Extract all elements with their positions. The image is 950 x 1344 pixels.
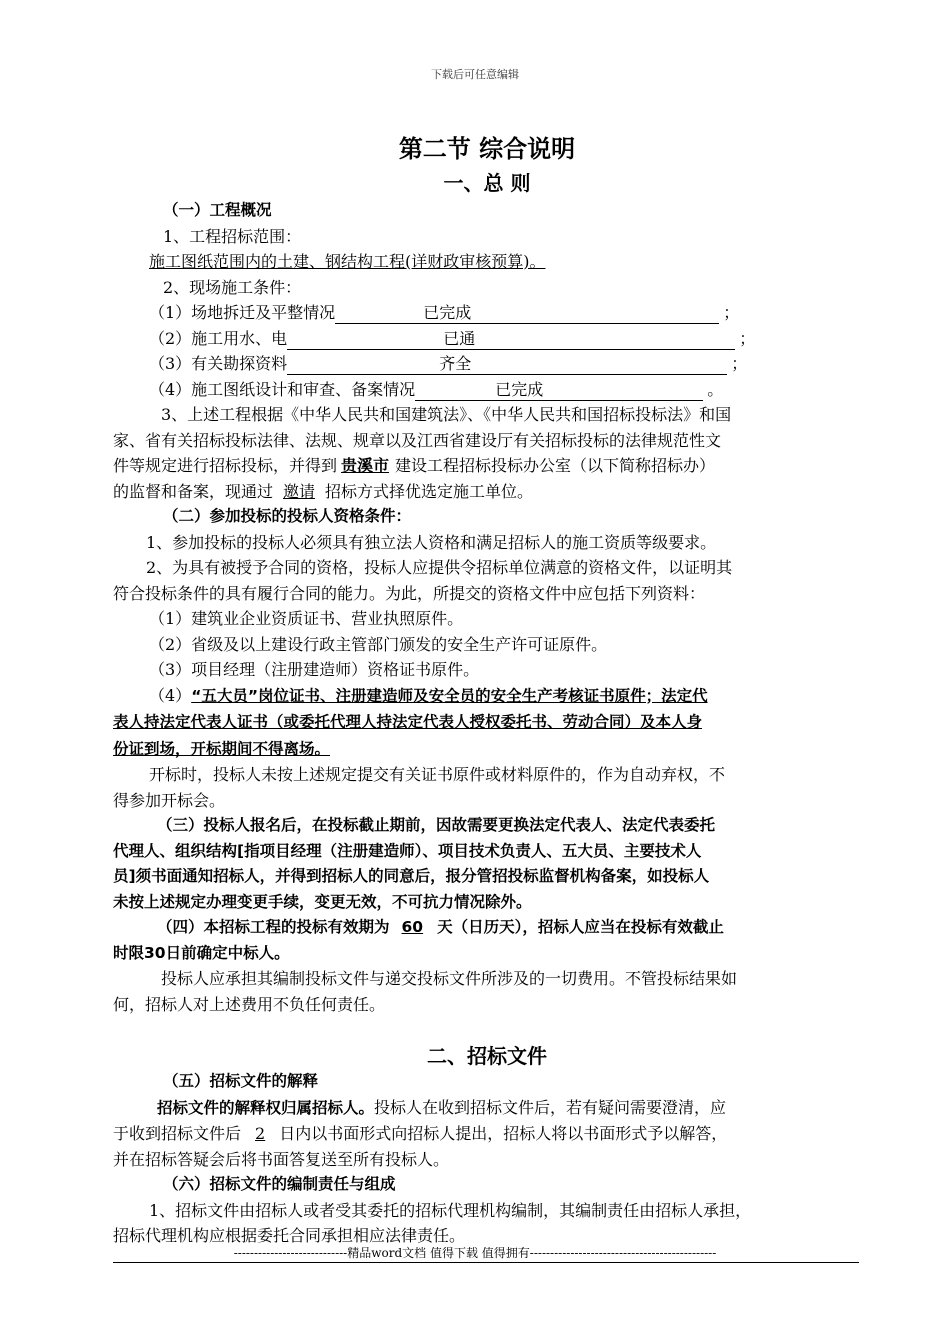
condition-row (113, 300, 861, 326)
site-conditions-label: 2、现场施工条件： (163, 277, 302, 297)
bold-paragraph-line: 代理人、组织结构[指项目经理（注册建造师）、项目技术负责人、五大员、主要技术人 (113, 841, 702, 860)
condition-value: 已通 (287, 329, 735, 350)
paragraph-line: 3、上述工程根据《中华人民共和国建筑法》、《中华人民共和国招标投标法》和国 (161, 405, 732, 424)
heading-general: 一、总 则 (443, 171, 531, 195)
paragraph-line (113, 1095, 861, 1122)
condition-label: （4）施工图纸设计和审查、备案情况 (149, 379, 416, 399)
scope-label: 1、工程招标范围： (163, 226, 302, 246)
subheading-project-overview: （一）工程概况 (163, 201, 272, 219)
bold-paragraph-line: 员]须书面通知招标人，并得到招标人的同意后，报分管招投标监督机构备案，如投标人 (113, 867, 710, 885)
text-segment: 天（日历天），招标人应当在投标有效截止 (437, 918, 724, 936)
document-item: （1）建筑业企业资质证书、营业执照原件。 (149, 609, 464, 628)
paragraph-line: 开标时，投标人未按上述规定提交有关证书原件或材料原件的，作为自动弃权，不 (149, 765, 726, 784)
paragraph-line: 得参加开标会。 (113, 790, 226, 810)
bold-paragraph-line: 时限30日前确定中标人。 (113, 943, 290, 962)
condition-row (113, 326, 861, 352)
condition-label: （1）场地拆迁及平整情况 (149, 303, 336, 322)
subheading-responsibility: （六）招标文件的编制责任与组成 (163, 1175, 396, 1193)
bold-paragraph-line (113, 915, 861, 941)
validity-days: 60 (401, 918, 424, 936)
paragraph-line: 符合投标条件的具有履行合同的能力。为此，所提交的资格文件中应包括下列资料： (113, 583, 706, 603)
text-segment: 建设工程招标投标办公室（以下简称招标办） (395, 456, 716, 475)
paragraph-line: 何，招标人对上述费用不负任何责任。 (113, 994, 386, 1014)
paragraph-line (113, 453, 861, 479)
emphasized-text: 招标文件的解释权归属招标人。 (157, 1098, 375, 1117)
emphasized-text: “五大员”岗位证书、注册建造师及安全员的安全生产考核证书原件；法定代 (191, 686, 708, 705)
text-segment: 招标方式择优选定施工单位。 (325, 481, 534, 501)
page-footer: ----------------------------精品word文档 值得下载 值得拥有---------------------------------------------- (233, 1246, 717, 1260)
paragraph-line: 家、省有关招标投标法律、法规、规章以及江西省建设厅有关招标投标的法律规范性文 (113, 430, 722, 450)
paragraph-line (113, 736, 861, 763)
paragraph-line: 1、招标文件由招标人或者受其委托的招标代理机构编制，其编制责任由招标人承担， (149, 1200, 752, 1220)
condition-label: （2）施工用水、电 (149, 328, 288, 348)
condition-value: 齐全 (287, 354, 727, 375)
emphasized-text: 表人持法定代表人证书（或委托代理人持法定代表人授权委托书、劳动合同）及本人身 (113, 713, 703, 731)
subheading-interpretation: （五）招标文件的解释 (163, 1072, 319, 1090)
paragraph-line (113, 1121, 861, 1147)
document-item: （3）项目经理（注册建造师）资格证书原件。 (149, 660, 480, 679)
condition-value: 已完成 (335, 303, 719, 324)
text-segment: 件等规定进行招标投标，并得到 (113, 456, 338, 475)
semicolon: ； (723, 303, 740, 322)
footer-divider (113, 1262, 859, 1263)
heading-bidding-documents: 二、招标文件 (427, 1044, 547, 1068)
document-item (113, 683, 861, 710)
paragraph-line (113, 709, 861, 736)
paragraph-line: 2、为具有被授予合同的资格，投标人应提供令招标单位满意的资格文件，以证明其 (146, 558, 733, 577)
scope-value: 施工图纸范围内的土建、钢结构工程(详财政审核预算)。 (149, 252, 546, 271)
text-segment: 于收到招标文件后 (113, 1124, 242, 1143)
scope-value-line (113, 249, 861, 275)
section-title: 第二节 综合说明 (398, 134, 576, 163)
text-segment: 的监督和备案，现通过 (113, 481, 274, 501)
emphasized-text: 份证到场，开标期间不得离场。 (113, 739, 331, 758)
document-item: （2）省级及以上建设行政主管部门颁发的安全生产许可证原件。 (149, 634, 608, 654)
condition-row (113, 351, 861, 377)
item-number: （4） (149, 685, 192, 705)
semicolon: ； (739, 328, 756, 348)
document-body (113, 132, 861, 1249)
bold-paragraph-line: （三）投标人报名后，在投标截止期前，因故需要更换法定代表人、法定代表委托 (157, 816, 716, 834)
reply-days: 2 (255, 1124, 266, 1143)
condition-row (113, 377, 861, 403)
paragraph-line: 并在招标答疑会后将书面答复送至所有投标人。 (113, 1149, 450, 1169)
semicolon: ； (731, 354, 748, 373)
city-value: 贵溪市 (341, 456, 390, 475)
paragraph-line: 1、参加投标的投标人必须具有独立法人资格和满足招标人的施工资质等级要求。 (146, 532, 717, 552)
page-header: 下载后可任意编辑 (431, 68, 519, 81)
paragraph-line: 投标人应承担其编制投标文件与递交投标文件所涉及的一切费用。不管投标结果如 (161, 969, 738, 988)
text-segment: 日内以书面形式向招标人提出，招标人将以书面形式予以解答， (279, 1124, 728, 1143)
paragraph-line (113, 479, 861, 505)
condition-label: （3）有关勘探资料 (149, 354, 288, 373)
condition-value: 已完成 (415, 380, 703, 401)
method-value: 邀请 (283, 481, 316, 501)
paragraph-line: 招标代理机构应根据委托合同承担相应法律责任。 (113, 1226, 466, 1245)
subheading-qualifications: （二）参加投标的投标人资格条件： (163, 507, 412, 525)
period: 。 (707, 379, 724, 399)
text-segment: 投标人在收到招标文件后，若有疑问需要澄清，应 (374, 1097, 727, 1117)
text-segment: （四）本招标工程的投标有效期为 (157, 918, 390, 936)
bold-paragraph-line: 未按上述规定办理变更手续，变更无效，不可抗力情况除外。 (113, 892, 532, 911)
